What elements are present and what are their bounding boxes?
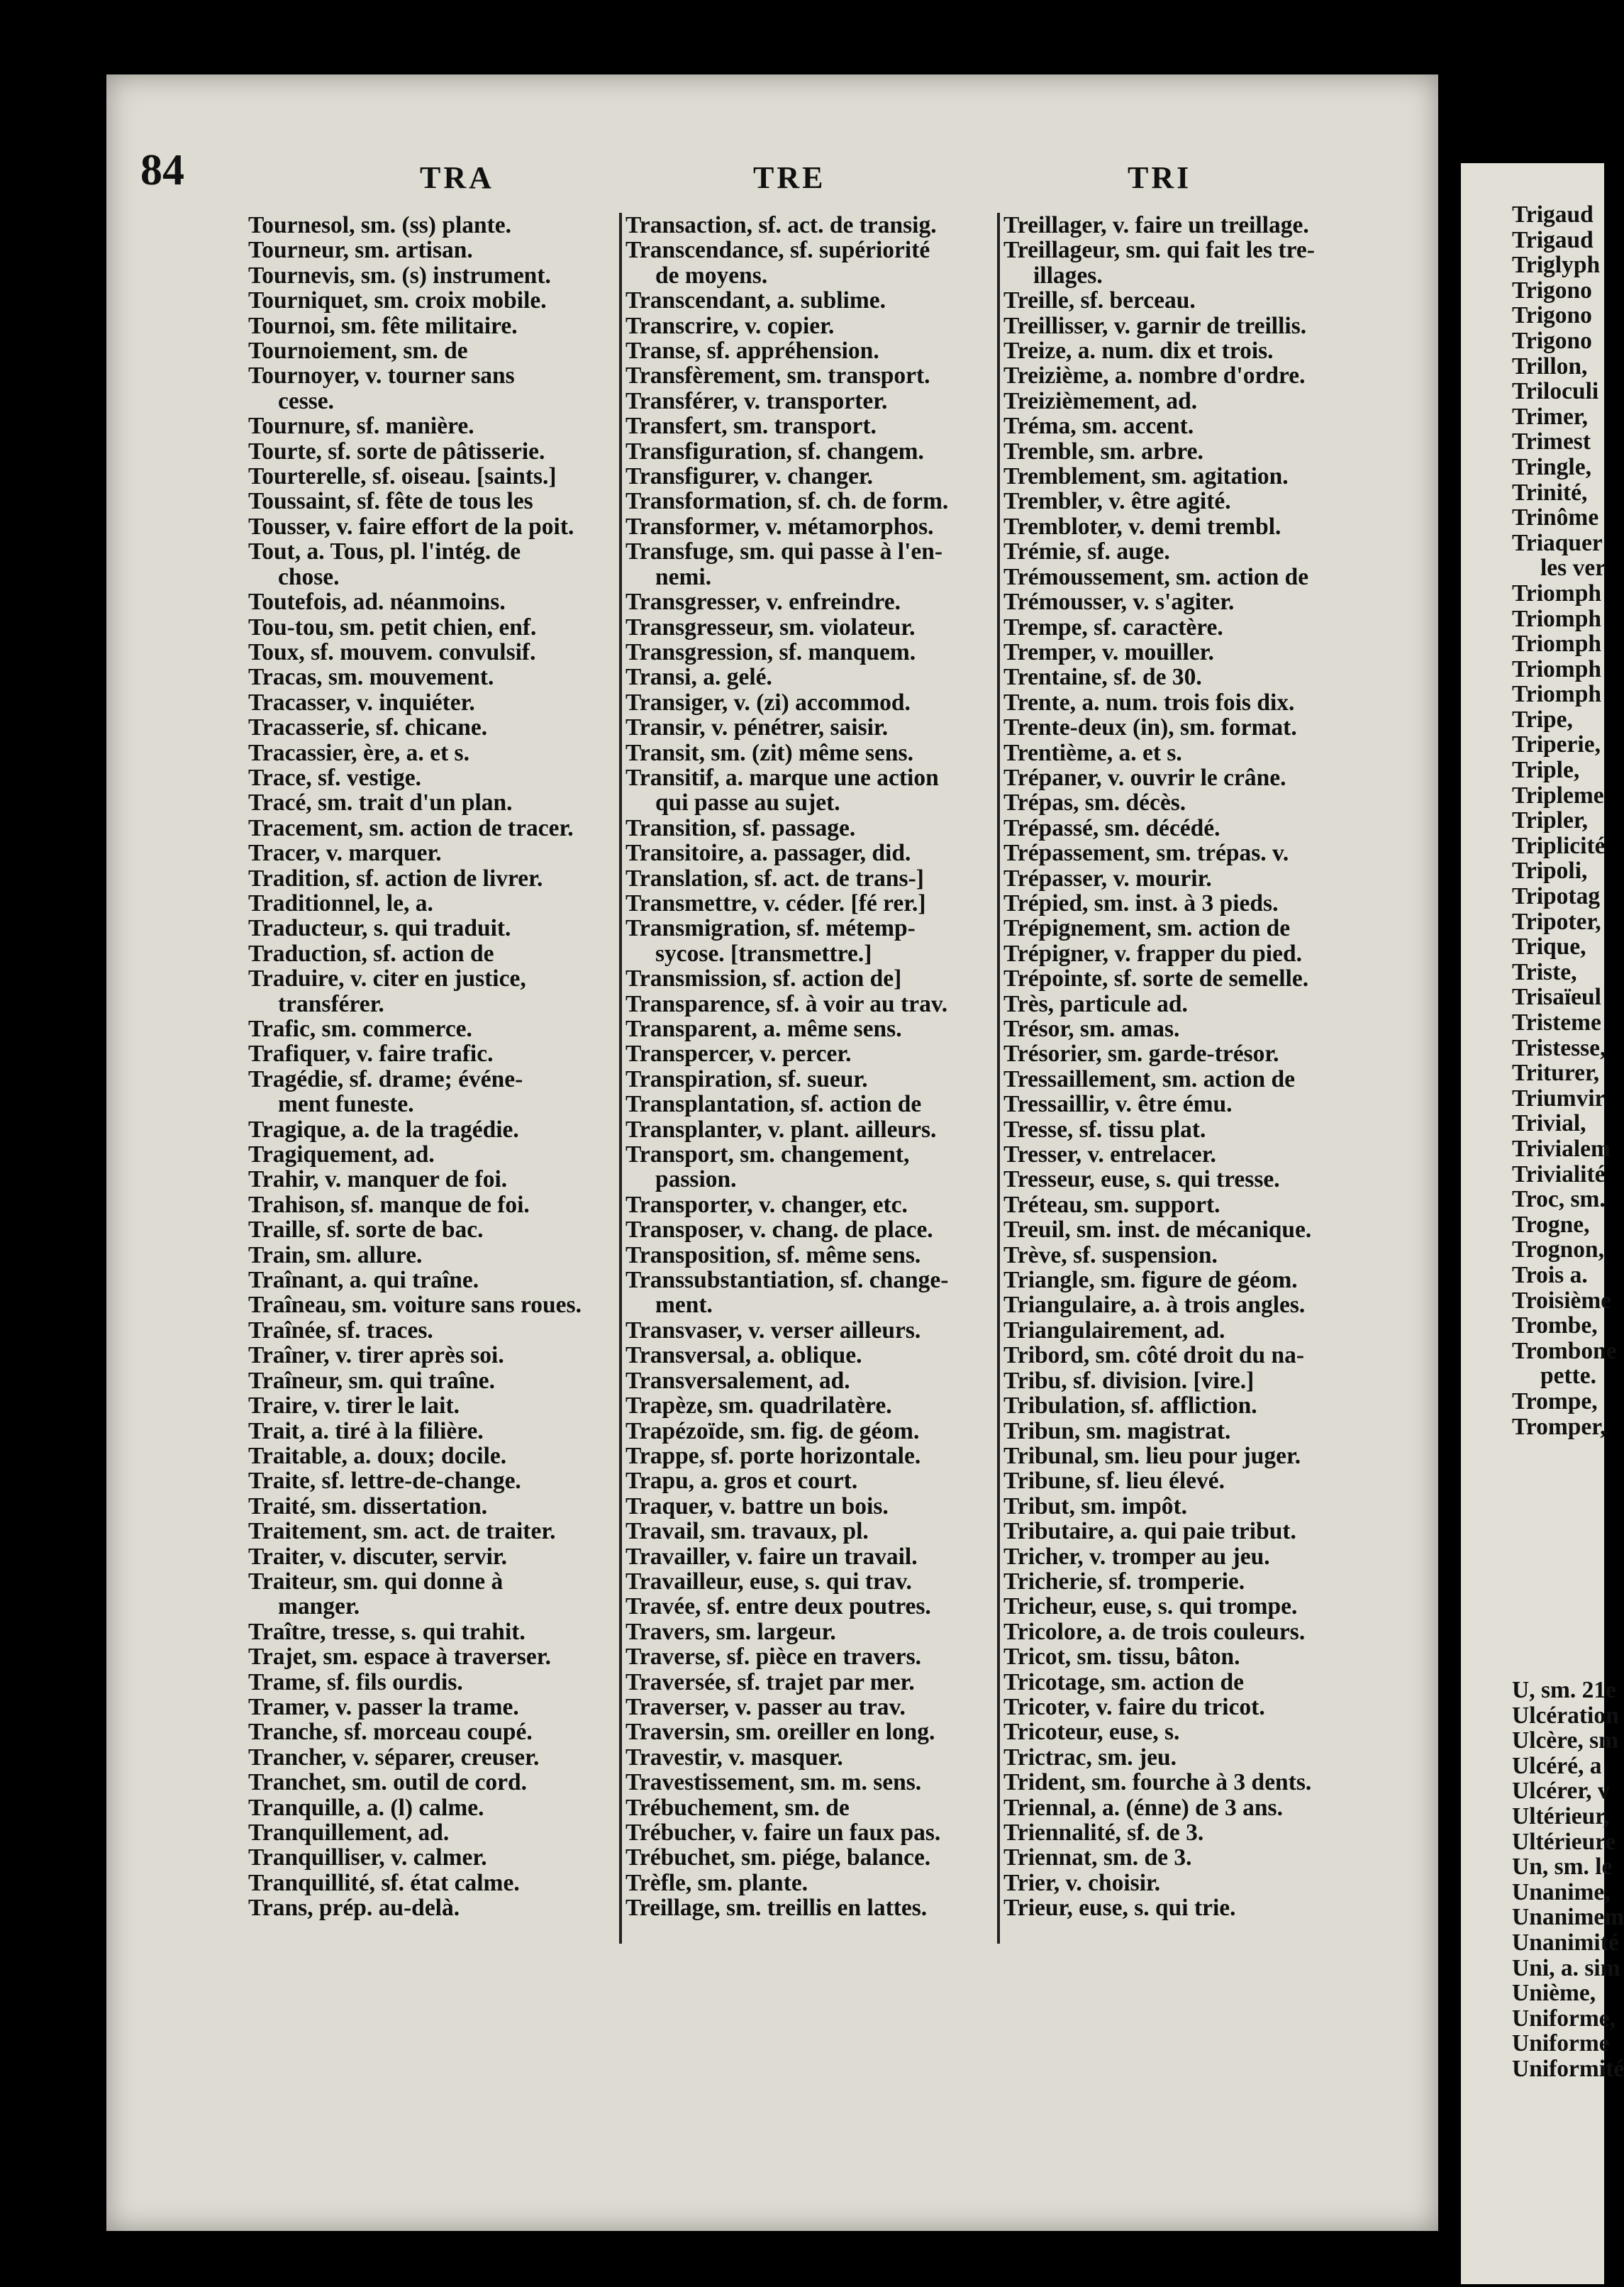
facing-page-entry: Trimer, [1512, 403, 1588, 430]
dictionary-entry: Tribord, sm. côté droit du na- [1003, 1342, 1305, 1369]
dictionary-entry: Transitif, a. marque une action [625, 764, 939, 791]
dictionary-entry: Traditionnel, le, a. [248, 890, 433, 917]
dictionary-entry: Triangle, sm. figure de géom. [1003, 1267, 1298, 1294]
dictionary-entry: Tracassier, ère, a. et s. [248, 739, 469, 766]
facing-page-entry: Tripotag [1512, 883, 1601, 910]
facing-page-entry: Unanimité [1512, 1929, 1619, 1956]
dictionary-entry: Trident, sm. fourche à 3 dents. [1003, 1769, 1312, 1796]
dictionary-entry: Trentaine, sf. de 30. [1003, 664, 1202, 691]
dictionary-entry: Transmigration, sf. métemp- [625, 915, 916, 942]
dictionary-entry: Triennalité, sf. de 3. [1003, 1820, 1204, 1846]
dictionary-entry: Triangulaire, a. à trois angles. [1003, 1292, 1306, 1319]
facing-page-entry: Uni, a. sim [1512, 1954, 1620, 1981]
dictionary-entry: Transfiguration, sf. changem. [625, 438, 924, 465]
dictionary-entry: Trépointe, sf. sorte de semelle. [1003, 965, 1309, 992]
dictionary-entry: Trébuchet, sm. piége, balance. [625, 1844, 931, 1871]
dictionary-entry: Travée, sf. entre deux poutres. [625, 1593, 931, 1620]
facing-page-entry: Ulcération [1512, 1702, 1619, 1729]
facing-page-entry: Triomph [1512, 631, 1601, 658]
dictionary-entry: Trembloter, v. demi trembl. [1003, 513, 1281, 540]
dictionary-entry: Trève, sf. suspension. [1003, 1241, 1218, 1268]
dictionary-entry: Trépasser, v. mourir. [1003, 865, 1212, 892]
dictionary-entry: Transaction, sf. act. de transig. [625, 212, 937, 238]
facing-page-entry: Trigono [1512, 302, 1592, 329]
dictionary-entry: Trépied, sm. inst. à 3 pieds. [1003, 890, 1279, 917]
dictionary-entry: Tranquilliser, v. calmer. [248, 1844, 487, 1871]
facing-page-entry: Trivialité [1512, 1161, 1606, 1187]
dictionary-entry: Traire, v. tirer le lait. [248, 1392, 460, 1419]
dictionary-entry: Transmission, sf. action de] [625, 965, 902, 992]
dictionary-entry: Tousser, v. faire effort de la poit. [248, 513, 574, 540]
dictionary-entry: Treize, a. num. dix et trois. [1003, 338, 1274, 365]
dictionary-entry: Tricolore, a. de trois couleurs. [1003, 1618, 1306, 1645]
dictionary-entry: Traversée, sf. trajet par mer. [625, 1668, 915, 1695]
facing-page-entry: Uniforme [1512, 2030, 1610, 2057]
dictionary-entry: Tranquille, a. (l) calme. [248, 1794, 484, 1821]
facing-page-entry: Troc, sm. [1512, 1186, 1606, 1213]
facing-page-entry: Trognon, [1512, 1236, 1605, 1263]
facing-page-entry: pette. [1540, 1363, 1597, 1390]
dictionary-entry: Transitoire, a. passager, did. [625, 840, 911, 867]
facing-page-entry: Trinité, [1512, 479, 1588, 506]
facing-page-entry: Trisaïeul [1512, 984, 1601, 1011]
dictionary-entry: Travers, sm. largeur. [625, 1618, 836, 1645]
dictionary-entry: Transcendance, sf. supériorité [625, 237, 930, 264]
column-rule [619, 213, 622, 1944]
dictionary-entry: Traînant, a. qui traîne. [248, 1267, 479, 1294]
dictionary-entry: Tournoi, sm. fête militaire. [248, 312, 518, 339]
dictionary-entry: Transmettre, v. céder. [fé rer.] [625, 890, 926, 917]
dictionary-entry: Traduire, v. citer en justice, [248, 965, 526, 992]
dictionary-entry: Transiger, v. (zi) accommod. [625, 689, 911, 716]
dictionary-entry: ment. [655, 1292, 713, 1319]
dictionary-entry: Trait, a. tiré à la filière. [248, 1417, 484, 1444]
dictionary-entry: Transvaser, v. verser ailleurs. [625, 1317, 921, 1344]
dictionary-entry: Traite, sf. lettre-de-change. [248, 1468, 521, 1495]
dictionary-entry: Trans, prép. au-delà. [248, 1895, 460, 1922]
dictionary-entry: chose. [278, 563, 340, 590]
dictionary-entry: Transport, sm. changement, [625, 1141, 910, 1168]
dictionary-entry: Trépigner, v. frapper du pied. [1003, 940, 1302, 967]
dictionary-entry: Tremble, sm. arbre. [1003, 438, 1203, 465]
dictionary-entry: Trébucher, v. faire un faux pas. [625, 1820, 941, 1846]
dictionary-entry: Translation, sf. act. de trans-] [625, 865, 924, 892]
facing-page-entry: Ultérieure [1512, 1828, 1616, 1855]
dictionary-entry: Travailleur, euse, s. qui trav. [625, 1568, 912, 1595]
dictionary-entry: Treillage, sm. treillis en lattes. [625, 1895, 928, 1922]
dictionary-entry: cesse. [278, 387, 335, 414]
dictionary-entry: Transposer, v. chang. de place. [625, 1217, 933, 1244]
running-head-right: TRI [1128, 160, 1192, 195]
dictionary-entry: Tragédie, sf. drame; événe- [248, 1065, 523, 1092]
dictionary-entry: Tournoyer, v. tourner sans [248, 362, 515, 389]
dictionary-entry: Transgression, sf. manquem. [625, 638, 916, 665]
dictionary-entry: Trahir, v. manquer de foi. [248, 1166, 508, 1193]
facing-page-entry: Unanimem [1512, 1904, 1624, 1931]
facing-page-upper-entries [1512, 202, 1617, 1439]
facing-page-entry: Ulcère, sm [1512, 1727, 1619, 1754]
dictionary-entry: Tricoteur, euse, s. [1003, 1719, 1180, 1746]
dictionary-entry: Transfert, sm. transport. [625, 413, 877, 440]
dictionary-entry: Trépaner, v. ouvrir le crâne. [1003, 764, 1286, 791]
dictionary-entry: Trajet, sm. espace à traverser. [248, 1644, 551, 1671]
dictionary-entry: Treizièmement, ad. [1003, 387, 1198, 414]
facing-page-entry: Trillon, [1512, 353, 1588, 380]
dictionary-entry: Tremper, v. mouiller. [1003, 638, 1214, 665]
dictionary-entry: Trente, a. num. trois fois dix. [1003, 689, 1295, 716]
dictionary-entry: Transfigurer, v. changer. [625, 463, 873, 490]
facing-page-entry: Trigono [1512, 277, 1592, 304]
dictionary-entry: Tribut, sm. impôt. [1003, 1493, 1188, 1519]
dictionary-entry: Trappe, sf. porte horizontale. [625, 1442, 921, 1469]
facing-page-entry: Triturer, [1512, 1060, 1600, 1087]
facing-page-entry: Trompe, [1512, 1388, 1598, 1414]
dictionary-entry: Tournoiement, sm. de [248, 338, 468, 365]
dictionary-entry: Transcrire, v. copier. [625, 312, 835, 339]
dictionary-entry: Trente-deux (in), sm. format. [1003, 714, 1297, 741]
dictionary-entry: Trafiquer, v. faire trafic. [248, 1041, 494, 1068]
facing-page-entry: Tripleme [1512, 782, 1604, 809]
dictionary-entry: Tracement, sm. action de tracer. [248, 814, 574, 841]
dictionary-entry: Traînée, sf. traces. [248, 1317, 433, 1344]
dictionary-entry: Tributaire, a. qui paie tribut. [1003, 1518, 1296, 1545]
facing-page-entry: Tripoter, [1512, 908, 1601, 935]
dictionary-entry: Tricherie, sf. tromperie. [1003, 1568, 1245, 1595]
dictionary-entry: Trèfle, sm. plante. [625, 1869, 808, 1896]
facing-page-entry: Trigono [1512, 327, 1592, 354]
dictionary-entry: Trentième, a. et s. [1003, 739, 1182, 766]
dictionary-entry: Tout, a. Tous, pl. l'intég. de [248, 538, 521, 565]
facing-page-entry: Tromper, [1512, 1413, 1606, 1440]
dictionary-entry: Tremblement, sm. agitation. [1003, 463, 1289, 490]
facing-page-entry: Ulcéré, a [1512, 1752, 1602, 1779]
dictionary-entry: Trempe, sf. caractère. [1003, 614, 1223, 641]
dictionary-entry: Traîneur, sm. qui traîne. [248, 1367, 496, 1394]
facing-page-entry: Trogne, [1512, 1211, 1590, 1238]
facing-page-entry: Triste, [1512, 958, 1577, 985]
facing-page-entry: Triple, [1512, 757, 1580, 784]
dictionary-entry: Traitement, sm. act. de traiter. [248, 1518, 556, 1545]
dictionary-entry: Treillisser, v. garnir de treillis. [1003, 312, 1307, 339]
dictionary-entry: Traité, sm. dissertation. [248, 1493, 488, 1519]
dictionary-entry: Tournesol, sm. (ss) plante. [248, 212, 512, 238]
dictionary-entry: Transformer, v. métamorphos. [625, 513, 934, 540]
dictionary-entry: Traiter, v. discuter, servir. [248, 1543, 508, 1570]
facing-page-entry: Trigaud [1512, 201, 1594, 228]
dictionary-entry: Transpiration, sf. sueur. [625, 1065, 868, 1092]
dictionary-entry: Toutefois, ad. néanmoins. [248, 589, 506, 616]
dictionary-entry: Trépignement, sm. action de [1003, 915, 1291, 942]
dictionary-entry: Tranquillement, ad. [248, 1820, 450, 1846]
dictionary-entry: Traitable, a. doux; docile. [248, 1442, 507, 1469]
facing-page-entry: Triglyph [1512, 252, 1601, 279]
dictionary-entry: Tresseur, euse, s. qui tresse. [1003, 1166, 1280, 1193]
facing-page-entry: Triumvir [1512, 1085, 1606, 1112]
dictionary-entry: Travestir, v. masquer. [625, 1744, 843, 1771]
entry-column-2 [625, 213, 993, 1921]
dictionary-entry: Traîneau, sm. voiture sans roues. [248, 1292, 582, 1319]
dictionary-entry: Traiteur, sm. qui donne à [248, 1568, 504, 1595]
dictionary-entry: sycose. [transmettre.] [655, 940, 872, 967]
dictionary-entry: qui passe au sujet. [655, 790, 840, 816]
facing-page-entry: Trombone [1512, 1337, 1617, 1364]
dictionary-entry: Tressaillement, sm. action de [1003, 1065, 1295, 1092]
dictionary-entry: Trépassement, sm. trépas. v. [1003, 840, 1289, 867]
facing-page-entry: Trois a. [1512, 1261, 1588, 1288]
dictionary-entry: Transporter, v. changer, etc. [625, 1191, 908, 1218]
dictionary-entry: Transfèrement, sm. transport. [625, 362, 930, 389]
facing-page-entry: Triomph [1512, 580, 1601, 607]
dictionary-entry: Trémousser, v. s'agiter. [1003, 589, 1235, 616]
dictionary-entry: Transi, a. gelé. [625, 664, 772, 691]
dictionary-entry: Tracasserie, sf. chicane. [248, 714, 488, 741]
dictionary-entry: Traverse, sf. pièce en travers. [625, 1644, 922, 1671]
facing-page-entry: Triomph [1512, 605, 1601, 632]
dictionary-entry: Triennat, sm. de 3. [1003, 1844, 1192, 1871]
page-number: 84 [140, 146, 184, 194]
dictionary-entry: Tradition, sf. action de livrer. [248, 865, 543, 892]
dictionary-entry: Tribu, sf. division. [vire.] [1003, 1367, 1255, 1394]
dictionary-entry: Trafic, sm. commerce. [248, 1016, 472, 1042]
facing-page-entry: Trombe, [1512, 1312, 1598, 1339]
facing-page-entry: Triomph [1512, 681, 1601, 708]
dictionary-entry: Traille, sf. sorte de bac. [248, 1217, 484, 1244]
dictionary-entry: Tresser, v. entrelacer. [1003, 1141, 1216, 1168]
dictionary-entry: Transition, sf. passage. [625, 814, 856, 841]
dictionary-entry: Transposition, sf. même sens. [625, 1241, 921, 1268]
entry-column-1 [248, 213, 613, 1921]
dictionary-entry: Tressaillir, v. être ému. [1003, 1091, 1233, 1118]
dictionary-entry: Tournevis, sm. (s) instrument. [248, 262, 551, 289]
dictionary-entry: Trémie, sf. auge. [1003, 538, 1170, 565]
dictionary-entry: Trapézoïde, sm. fig. de géom. [625, 1417, 920, 1444]
dictionary-entry: transférer. [278, 990, 384, 1017]
dictionary-entry: Transit, sm. (zit) même sens. [625, 739, 913, 766]
facing-page-entry: Tripe, [1512, 706, 1573, 733]
dictionary-entry: ment funeste. [278, 1091, 414, 1118]
dictionary-entry: Travestissement, sm. m. sens. [625, 1769, 922, 1796]
dictionary-entry: Tricoter, v. faire du tricot. [1003, 1693, 1265, 1720]
dictionary-entry: Transgresser, v. enfreindre. [625, 589, 901, 616]
dictionary-entry: Trembler, v. être agité. [1003, 488, 1231, 515]
dictionary-entry: Tou-tou, sm. petit chien, enf. [248, 614, 537, 641]
dictionary-entry: Transpercer, v. percer. [625, 1041, 852, 1068]
dictionary-entry: Trépassé, sm. décédé. [1003, 814, 1220, 841]
facing-page-entry: Ultérieur, [1512, 1803, 1610, 1829]
dictionary-entry: Travailler, v. faire un travail. [625, 1543, 918, 1570]
dictionary-entry: Tournure, sf. manière. [248, 413, 474, 440]
facing-page-entry: Triloculi [1512, 378, 1599, 405]
column-rule [997, 213, 1000, 1944]
facing-page-lower-entries [1512, 1678, 1624, 2082]
dictionary-entry: Transsubstantiation, sf. change- [625, 1267, 949, 1294]
facing-page-entry: Tripoli, [1512, 858, 1588, 885]
facing-page-entry: Triperie, [1512, 731, 1601, 758]
dictionary-entry: Transférer, v. transporter. [625, 387, 888, 414]
facing-page-entry: U, sm. 21e [1512, 1677, 1617, 1703]
dictionary-entry: Trieur, euse, s. qui trie. [1003, 1895, 1236, 1922]
facing-page-entry: Trinôme [1512, 504, 1599, 531]
facing-page-entry: Uniforme, [1512, 2005, 1616, 2032]
dictionary-entry: Transparence, sf. à voir au trav. [625, 990, 948, 1017]
facing-page-entry: Trimest [1512, 428, 1591, 455]
dictionary-entry: Tranche, sf. morceau coupé. [248, 1719, 533, 1746]
dictionary-entry: Traverser, v. passer au trav. [625, 1693, 906, 1720]
dictionary-entry: Traducteur, s. qui traduit. [248, 915, 511, 942]
dictionary-entry: Treille, sf. berceau. [1003, 287, 1196, 314]
running-head-center: TRE [753, 160, 826, 195]
dictionary-entry: Tragiquement, ad. [248, 1141, 435, 1168]
dictionary-entry: Tribune, sf. lieu élevé. [1003, 1468, 1225, 1495]
dictionary-entry: Trésor, sm. amas. [1003, 1016, 1180, 1042]
dictionary-entry: Tribulation, sf. affliction. [1003, 1392, 1257, 1419]
facing-page-entry: Triaquer [1512, 529, 1603, 556]
dictionary-entry: Tricotage, sm. action de [1003, 1668, 1244, 1695]
dictionary-entry: Transformation, sf. ch. de form. [625, 488, 949, 515]
facing-page-entry: Unième, [1512, 1980, 1596, 2007]
dictionary-entry: Trace, sf. vestige. [248, 764, 422, 791]
dictionary-entry: Transplanter, v. plant. ailleurs. [625, 1116, 937, 1143]
dictionary-entry: Transfuge, sm. qui passe à l'en- [625, 538, 943, 565]
dictionary-entry: Trictrac, sm. jeu. [1003, 1744, 1177, 1771]
dictionary-entry: Tracasser, v. inquiéter. [248, 689, 475, 716]
dictionary-entry: Tourneur, sm. artisan. [248, 237, 473, 264]
facing-page-entry: Trivialem [1512, 1135, 1611, 1162]
entry-column-3 [1003, 213, 1383, 1921]
dictionary-entry: de moyens. [655, 262, 768, 289]
dictionary-entry: Tragique, a. de la tragédie. [248, 1116, 519, 1143]
facing-page-entry: Tringle, [1512, 453, 1591, 480]
dictionary-entry: Trahison, sf. manque de foi. [248, 1191, 530, 1218]
dictionary-entry: Transversalement, ad. [625, 1367, 850, 1394]
dictionary-entry: Tricheur, euse, s. qui trompe. [1003, 1593, 1298, 1620]
dictionary-entry: Treizième, a. nombre d'ordre. [1003, 362, 1306, 389]
facing-page-entry: Unanime, [1512, 1878, 1611, 1905]
dictionary-entry: manger. [278, 1593, 360, 1620]
facing-page-entry: Troisième [1512, 1287, 1612, 1314]
facing-page-entry: Tristesse, [1512, 1034, 1606, 1061]
dictionary-entry: Tresse, sf. tissu plat. [1003, 1116, 1206, 1143]
dictionary-entry: passion. [655, 1166, 737, 1193]
dictionary-entry: illages. [1033, 262, 1103, 289]
dictionary-entry: Traduction, sf. action de [248, 940, 494, 967]
dictionary-entry: Tourterelle, sf. oiseau. [saints.] [248, 463, 557, 490]
dictionary-entry: Traître, tresse, s. qui trahit. [248, 1618, 525, 1645]
dictionary-entry: Tricot, sm. tissu, bâton. [1003, 1644, 1240, 1671]
facing-page-entry: Ulcérer, v [1512, 1778, 1610, 1805]
dictionary-entry: Transgresseur, sm. violateur. [625, 614, 916, 641]
facing-page-entry: Triplicité [1512, 832, 1606, 859]
dictionary-entry: Toussaint, sf. fête de tous les [248, 488, 533, 515]
dictionary-entry: Transcendant, a. sublime. [625, 287, 886, 314]
dictionary-entry: Tourniquet, sm. croix mobile. [248, 287, 547, 314]
dictionary-entry: Tréteau, sm. support. [1003, 1191, 1220, 1218]
dictionary-entry: Treillageur, sm. qui fait les tre- [1003, 237, 1315, 264]
dictionary-entry: Trapèze, sm. quadrilatère. [625, 1392, 892, 1419]
dictionary-entry: Trémoussement, sm. action de [1003, 563, 1309, 590]
dictionary-entry: Tréma, sm. accent. [1003, 413, 1194, 440]
dictionary-entry: Trésorier, sm. garde-trésor. [1003, 1041, 1279, 1068]
dictionary-entry: Tranquillité, sf. état calme. [248, 1869, 520, 1896]
dictionary-entry: Trancher, v. séparer, creuser. [248, 1744, 540, 1771]
dictionary-entry: Transir, v. pénétrer, saisir. [625, 714, 889, 741]
dictionary-entry: Transe, sf. appréhension. [625, 338, 879, 365]
facing-page-entry: Tristeme [1512, 1009, 1601, 1036]
dictionary-entry: Tracer, v. marquer. [248, 840, 442, 867]
dictionary-entry: Toux, sf. mouvem. convulsif. [248, 638, 536, 665]
dictionary-entry: Tracé, sm. trait d'un plan. [248, 790, 513, 816]
facing-page-entry: Trivial, [1512, 1110, 1586, 1137]
dictionary-entry: Traquer, v. battre un bois. [625, 1493, 889, 1519]
facing-page-entry: les ver [1540, 555, 1606, 582]
dictionary-entry: Tracas, sm. mouvement. [248, 664, 494, 691]
facing-page-entry: Trigaud [1512, 226, 1594, 253]
dictionary-entry: Tribun, sm. magistrat. [1003, 1417, 1231, 1444]
dictionary-entry: Triangulairement, ad. [1003, 1317, 1225, 1344]
dictionary-entry: Traversin, sm. oreiller en long. [625, 1719, 935, 1746]
facing-page-entry: Triomph [1512, 655, 1601, 682]
dictionary-entry: Traîner, v. tirer après soi. [248, 1342, 504, 1369]
dictionary-entry: Treillager, v. faire un treillage. [1003, 212, 1309, 238]
dictionary-entry: Trébuchement, sm. de [625, 1794, 850, 1821]
dictionary-entry: Tribunal, sm. lieu pour juger. [1003, 1442, 1301, 1469]
dictionary-entry: Trapu, a. gros et court. [625, 1468, 858, 1495]
dictionary-entry: Tricher, v. tromper au jeu. [1003, 1543, 1270, 1570]
running-head-left: TRA [420, 160, 494, 195]
dictionary-entry: Très, particule ad. [1003, 990, 1188, 1017]
dictionary-entry: nemi. [655, 563, 712, 590]
dictionary-entry: Travail, sm. travaux, pl. [625, 1518, 869, 1545]
dictionary-entry: Trépas, sm. décès. [1003, 790, 1186, 816]
dictionary-entry: Transplantation, sf. action de [625, 1091, 922, 1118]
dictionary-entry: Tramer, v. passer la trame. [248, 1693, 519, 1720]
facing-page-entry: Uniformité [1512, 2055, 1624, 2082]
dictionary-entry: Triennal, a. (énne) de 3 ans. [1003, 1794, 1283, 1821]
facing-page-entry: Un, sm. le [1512, 1854, 1613, 1881]
dictionary-entry: Tourte, sf. sorte de pâtisserie. [248, 438, 545, 465]
dictionary-entry: Transversal, a. oblique. [625, 1342, 862, 1369]
facing-page-fragment [1461, 163, 1624, 2284]
facing-page-entry: Trique, [1512, 934, 1586, 960]
dictionary-entry: Transparent, a. même sens. [625, 1016, 902, 1042]
dictionary-entry: Trier, v. choisir. [1003, 1869, 1161, 1896]
dictionary-entry: Trame, sf. fils ourdis. [248, 1668, 463, 1695]
dictionary-entry: Treuil, sm. inst. de mécanique. [1003, 1217, 1312, 1244]
facing-page-entry: Tripler, [1512, 807, 1589, 834]
dictionary-entry: Train, sm. allure. [248, 1241, 423, 1268]
dictionary-entry: Tranchet, sm. outil de cord. [248, 1769, 527, 1796]
